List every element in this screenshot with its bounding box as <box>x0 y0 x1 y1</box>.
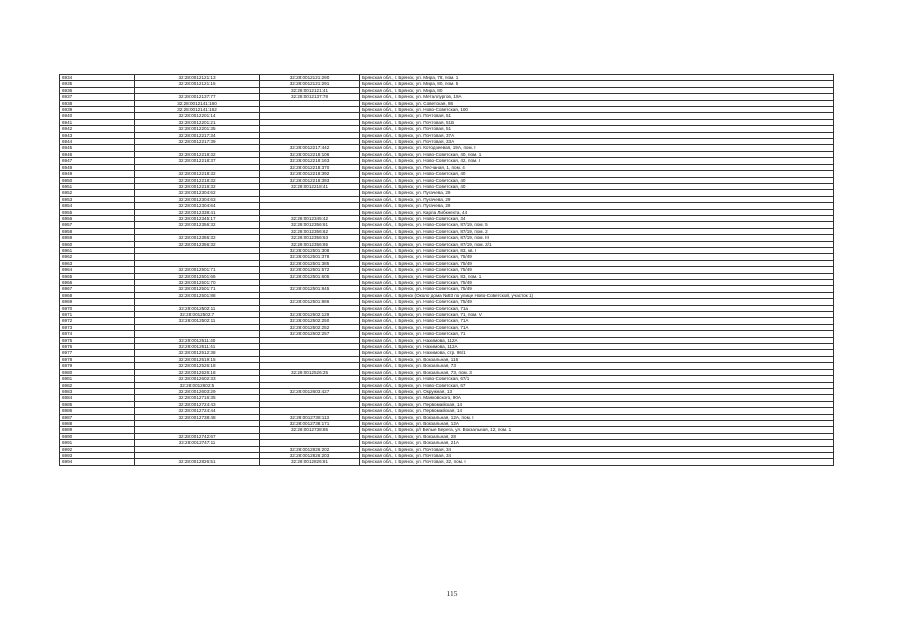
object-cadastral-number-cell: 32:28:0012501:845 <box>260 286 360 292</box>
object-cadastral-number-cell: 32:28:0012502:257 <box>260 331 360 337</box>
object-cadastral-number-cell: 32:28:0012501:572 <box>260 267 360 273</box>
row-number-cell: 6961 <box>60 247 135 253</box>
row-number-cell: 6953 <box>60 196 135 202</box>
address-cell: Брянская обл., г. Брянск, ул. Карла Либкнехта, 44 <box>360 209 834 215</box>
address-cell: Брянская обл., г. Брянск, ул. Ново-Советская, 71, пом. V <box>360 312 834 318</box>
address-cell: Брянская обл., г. Брянск, ул. Ново-Советская, 71а <box>360 305 834 311</box>
row-number-cell: 6943 <box>60 132 135 138</box>
address-cell: Брянская обл., г. Брянск, ул. Почтовая, 32, пом. I <box>360 459 834 465</box>
address-cell: Брянская обл., г. Брянск, ул. Пугачева, 29 <box>360 190 834 196</box>
land-cadastral-number-cell: 32:28:0012345:17 <box>135 215 260 221</box>
row-number-cell: 6962 <box>60 254 135 260</box>
land-cadastral-number-cell: 32:28:0012519:15 <box>135 356 260 362</box>
address-cell: Брянская обл., г. Брянск, ул. Вокзальная, 12А, пом. I <box>360 414 834 420</box>
object-cadastral-number-cell: 32:28:0012502:250 <box>260 318 360 324</box>
row-number-cell: 6989 <box>60 427 135 433</box>
object-cadastral-number-cell: 32:28:0012526:25 <box>260 369 360 375</box>
row-number-cell: 6947 <box>60 158 135 164</box>
address-cell: Брянская обл., г. Брянск, ул. Вокзальная, 28 <box>360 433 834 439</box>
land-cadastral-number-cell: 32:28:0012511:41 <box>135 344 260 350</box>
row-number-cell: 6934 <box>60 75 135 81</box>
object-cadastral-number-cell: 32:28:0012826:202 <box>260 446 360 452</box>
land-cadastral-number-cell: 32:28:0012502:7 <box>135 312 260 318</box>
row-number-cell: 6988 <box>60 420 135 426</box>
land-cadastral-number-cell: 32:28:0012356:32 <box>135 222 260 228</box>
row-number-cell: 6950 <box>60 177 135 183</box>
land-cadastral-number-cell: 32:28:0012304:62 <box>135 190 260 196</box>
land-cadastral-number-cell: 32:28:0012502:11 <box>135 305 260 311</box>
land-cadastral-number-cell: 32:28:0012218:32 <box>135 183 260 189</box>
row-number-cell: 6965 <box>60 273 135 279</box>
land-cadastral-number-cell: 32:28:0012338:41 <box>135 209 260 215</box>
address-cell: Брянская обл., г. Брянск, ул. Ново-Советская, 40 <box>360 177 834 183</box>
land-cadastral-number-cell: 32:28:0012201:21 <box>135 119 260 125</box>
address-cell: Брянская обл., г. Брянск, ул. Почтовая, 33А <box>360 139 834 145</box>
address-cell: Брянская обл., г. Брянск, ул. Пугачева, 29 <box>360 196 834 202</box>
address-cell: Брянская обл., г. Брянск, ул. Ново-Советская, 87/19, пом. 5 <box>360 222 834 228</box>
row-number-cell: 6972 <box>60 318 135 324</box>
address-cell: Брянская обл., г. Брянск, ул. Вокзальная, 73 <box>360 363 834 369</box>
land-cadastral-number-cell: 32:28:0012304:64 <box>135 203 260 209</box>
land-cadastral-number-cell: 32:28:0012526:18 <box>135 363 260 369</box>
object-cadastral-number-cell: 32:28:0012356:62 <box>260 228 360 234</box>
object-cadastral-number-cell: 32:28:0012356:63 <box>260 235 360 241</box>
object-cadastral-number-cell: 32:28:0012826:203 <box>260 452 360 458</box>
address-cell: Брянская обл., г. Брянск, ул. Ново-Советская, 67/1 <box>360 376 834 382</box>
address-cell: Брянская обл., г. Брянск, ул. Ново-Советская, 87/19, пом. 2/1 <box>360 241 834 247</box>
land-cadastral-number-cell: 32:28:0012201:14 <box>135 113 260 119</box>
address-cell: Брянская обл., г. Брянск, ул. Ново-Советская, 34 <box>360 215 834 221</box>
land-cadastral-number-cell: 32:28:0012501:71 <box>135 286 260 292</box>
land-cadastral-number-cell: 32:28:0012137:77 <box>135 94 260 100</box>
land-cadastral-number-cell: 32:28:0012724:44 <box>135 408 260 414</box>
address-cell: Брянская обл., г. Брянск, ул. Металлургов, 19А <box>360 94 834 100</box>
row-number-cell: 6991 <box>60 440 135 446</box>
object-cadastral-number-cell: 32:28:0012356:61 <box>260 222 360 228</box>
land-cadastral-number-cell: 32:28:0012501:66 <box>135 273 260 279</box>
row-number-cell: 6992 <box>60 446 135 452</box>
object-cadastral-number-cell: 32:28:0012501:385 <box>260 260 360 266</box>
address-cell: Брянская обл., г. Брянск, ул. Почтовая, 51Б <box>360 119 834 125</box>
address-cell: Брянская обл., г. Брянск, ул. Котодзеевая, 19А, пом. I <box>360 145 834 151</box>
row-number-cell: 6958 <box>60 228 135 234</box>
row-number-cell: 6973 <box>60 324 135 330</box>
object-cadastral-number-cell: 32:28:0012501:308 <box>260 247 360 253</box>
row-number-cell: 6981 <box>60 376 135 382</box>
row-number-cell: 6948 <box>60 164 135 170</box>
row-number-cell: 6978 <box>60 356 135 362</box>
land-cadastral-number-cell: 32:28:0012716:35 <box>135 395 260 401</box>
object-cadastral-number-cell: 32:28:0012218:393 <box>260 177 360 183</box>
row-number-cell: 6971 <box>60 312 135 318</box>
address-cell: Брянская обл., г. Брянск, ул. Мира, 80 <box>360 87 834 93</box>
row-number-cell: 6935 <box>60 81 135 87</box>
land-cadastral-number-cell: 32:28:0012724:43 <box>135 401 260 407</box>
address-cell: Брянская обл., г. Брянск, ул. Вокзальная, 21А <box>360 440 834 446</box>
object-cadastral-number-cell: 32:28:0012121:291 <box>260 81 360 87</box>
address-cell: Брянская обл., г. Брянск, р/г Белые Берега, ул. Вокзальная, 12, пом. 1 <box>360 427 834 433</box>
row-number-cell: 6940 <box>60 113 135 119</box>
land-cadastral-number-cell: 32:28:0012141:162 <box>135 107 260 113</box>
row-number-cell: 6975 <box>60 337 135 343</box>
land-cadastral-number-cell: 32:28:0012141:160 <box>135 100 260 106</box>
address-cell: Брянская обл., г. Брянск, ул. Нахимова, 112А <box>360 337 834 343</box>
object-cadastral-number-cell: 32:28:0012738:85 <box>260 427 360 433</box>
object-cadastral-number-cell: 32:28:0012826:81 <box>260 459 360 465</box>
land-cadastral-number-cell: 32:28:0012512:38 <box>135 350 260 356</box>
address-cell: Брянская обл., г. Брянск, ул. Ново-Советская, 40 <box>360 171 834 177</box>
address-cell: Брянская обл., г. Брянск, ул. Почтовая, 51 <box>360 126 834 132</box>
address-cell: Брянская обл., г. Брянск, ул. Ново-Советская, 40 <box>360 183 834 189</box>
row-number-cell: 6967 <box>60 286 135 292</box>
object-cadastral-number-cell: 32:28:0012738:171 <box>260 420 360 426</box>
row-number-cell: 6955 <box>60 209 135 215</box>
address-cell: Брянская обл., г. Брянск, ул. Пугачева, 29 <box>360 203 834 209</box>
table-row <box>60 459 834 465</box>
object-cadastral-number-cell: 32:28:0012738:113 <box>260 414 360 420</box>
address-cell: Брянская обл., г. Брянск, ул. Вокзальная, 73, пом. 3 <box>360 369 834 375</box>
land-cadastral-number-cell: 32:28:0012201:35 <box>135 126 260 132</box>
row-number-cell: 6938 <box>60 100 135 106</box>
address-cell: Брянская обл., г. Брянск, ул. Песчаная, 1, пом. 4 <box>360 164 834 170</box>
table-body <box>60 75 834 466</box>
land-cadastral-number-cell: 32:28:0012742:67 <box>135 433 260 439</box>
object-cadastral-number-cell: 32:28:0012218:392 <box>260 171 360 177</box>
address-cell: Брянская обл., г. Брянск, ул. Ново-Советская, 42, пом. I <box>360 158 834 164</box>
object-cadastral-number-cell: 32:28:0012502:252 <box>260 324 360 330</box>
address-cell: Брянская обл., г. Брянск, ул. Вокзальная, 12А <box>360 420 834 426</box>
row-number-cell: 6986 <box>60 408 135 414</box>
row-number-cell: 6964 <box>60 267 135 273</box>
object-cadastral-number-cell: 32:28:0012218:106 <box>260 151 360 157</box>
row-number-cell: 6982 <box>60 382 135 388</box>
row-number-cell: 6957 <box>60 222 135 228</box>
address-cell: Брянская обл., г. Брянск, ул. Ново-Советская, 67 <box>360 382 834 388</box>
object-cadastral-number-cell: 32:28:0012218:41 <box>260 183 360 189</box>
row-number-cell: 6993 <box>60 452 135 458</box>
object-cadastral-number-cell: 32:28:0012502:129 <box>260 312 360 318</box>
object-cadastral-number-cell: 32:28:0012121:41 <box>260 87 360 93</box>
row-number-cell: 6937 <box>60 94 135 100</box>
address-cell: Брянская обл., г. Брянск, ул. Ново-Советская, 87/19, пом. 2 <box>360 228 834 234</box>
row-number-cell: 6944 <box>60 139 135 145</box>
row-number-cell: 6945 <box>60 145 135 151</box>
land-cadastral-number-cell: 32:28:0012526:18 <box>135 369 260 375</box>
land-cadastral-number-cell: 32:28:0012218:37 <box>135 158 260 164</box>
address-cell: Брянская обл., г. Брянск, ул. Ново-Советская, 71А <box>360 318 834 324</box>
land-cadastral-number-cell: 32:28:0012511:40 <box>135 337 260 343</box>
address-cell: Брянская обл., г. Брянск, ул. Почтовая, 34 <box>360 446 834 452</box>
row-number-cell: 6949 <box>60 171 135 177</box>
object-cadastral-number-cell: 32:28:0012218:163 <box>260 158 360 164</box>
land-cadastral-number-cell: 32:28:0012603:29 <box>135 388 260 394</box>
address-cell: Брянская обл., г. Брянск, ул. Ново-Советская, 71 <box>360 331 834 337</box>
land-cadastral-number-cell: 32:28:0012304:63 <box>135 196 260 202</box>
address-cell: Брянская обл., г. Брянск (Около дома №83 по улице Ново-Советской, участок 1) <box>360 292 834 298</box>
row-number-cell: 6966 <box>60 280 135 286</box>
land-cadastral-number-cell: 32:28:0012217:39 <box>135 139 260 145</box>
address-cell: Брянская обл., г. Брянск, ул. Советская, 86 <box>360 100 834 106</box>
row-number-cell: 6960 <box>60 241 135 247</box>
address-cell: Брянская обл., г. Брянск, ул. Ново-Советская, 75/49 <box>360 299 834 305</box>
land-cadastral-number-cell: 32:28:0012218:32 <box>135 151 260 157</box>
address-cell: Брянская обл., г. Брянск, ул. Почтовая, 34 <box>360 452 834 458</box>
address-cell: Брянская обл., г. Брянск, ул. Первомайская, 14 <box>360 401 834 407</box>
address-cell: Брянская обл., г. Брянск, ул. Ново-Советская, 40, пом. 1 <box>360 151 834 157</box>
address-cell: Брянская обл., г. Брянск, ул. Вокзальная, 116 <box>360 356 834 362</box>
land-cadastral-number-cell: 32:28:0012218:32 <box>135 177 260 183</box>
row-number-cell: 6963 <box>60 260 135 266</box>
address-cell: Брянская обл., г. Брянск, ул. Почтовая, 51 <box>360 113 834 119</box>
address-cell: Брянская обл., г. Брянск, ул. Ново-Советская, 75/49 <box>360 254 834 260</box>
address-cell: Брянская обл., г. Брянск, ул. Нахимова, стр. 96/1 <box>360 350 834 356</box>
address-cell: Брянская обл., г. Брянск, ул. Ново-Советская, 83, кв. I <box>360 247 834 253</box>
object-cadastral-number-cell: 32:28:0012217:442 <box>260 145 360 151</box>
address-cell: Брянская обл., г. Брянск, ул. Ново-Советская, 87/19, пом. III <box>360 235 834 241</box>
land-cadastral-number-cell: 32:28:0012501:70 <box>135 280 260 286</box>
land-cadastral-number-cell: 32:28:0012218:32 <box>135 171 260 177</box>
row-number-cell: 6983 <box>60 388 135 394</box>
address-cell: Брянская обл., г. Брянск, ул. Ново-Советская, 100 <box>360 107 834 113</box>
row-number-cell: 6956 <box>60 215 135 221</box>
row-number-cell: 6952 <box>60 190 135 196</box>
land-cadastral-number-cell: 32:28:0012501:88 <box>135 292 260 298</box>
object-cadastral-number-cell: 32:28:0012501:378 <box>260 254 360 260</box>
address-cell: Брянская обл., г. Брянск, ул. Ново-Советская, 75/49 <box>360 286 834 292</box>
land-cadastral-number-cell: 32:28:0012356:32 <box>135 235 260 241</box>
object-cadastral-number-cell: 32:28:0012356:65 <box>260 241 360 247</box>
land-cadastral-number-cell: 32:28:0012356:32 <box>135 241 260 247</box>
land-cadastral-number-cell: 32:28:0012826:51 <box>135 459 260 465</box>
row-number-cell: 6970 <box>60 305 135 311</box>
address-cell: Брянская обл., г. Брянск, ул. Маяковского, 90А <box>360 395 834 401</box>
row-number-cell: 6987 <box>60 414 135 420</box>
object-cadastral-number-cell: 32:28:0012603:427 <box>260 388 360 394</box>
land-cadastral-number-cell: 32:28:0012602:5 <box>135 382 260 388</box>
row-number-cell: 6968 <box>60 292 135 298</box>
row-number-cell: 6979 <box>60 363 135 369</box>
object-cadastral-number-cell: 32:28:0012218:370 <box>260 164 360 170</box>
land-cadastral-number-cell: 32:28:0012121:13 <box>135 75 260 81</box>
row-number-cell: 6990 <box>60 433 135 439</box>
row-number-cell: 6942 <box>60 126 135 132</box>
address-cell: Брянская обл., г. Брянск, ул. Мира, 80, пом. 5 <box>360 81 834 87</box>
row-number-cell: 6941 <box>60 119 135 125</box>
address-cell: Брянская обл., г. Брянск, ул. Ново-Советская, 75/49 <box>360 280 834 286</box>
land-cadastral-number-cell: 32:28:0012602:33 <box>135 376 260 382</box>
row-number-cell: 6969 <box>60 299 135 305</box>
row-number-cell: 6980 <box>60 369 135 375</box>
row-number-cell: 6936 <box>60 87 135 93</box>
row-number-cell: 6951 <box>60 183 135 189</box>
address-cell: Брянская обл., г. Брянск, ул. Ново-Советская, 75/49 <box>360 260 834 266</box>
object-cadastral-number-cell: 32:28:0012501:886 <box>260 299 360 305</box>
address-cell: Брянская обл., г. Брянск, ул. Почтовая, 37А <box>360 132 834 138</box>
address-cell: Брянская обл., г. Брянск, ул. Ново-Советская, 75/49 <box>360 267 834 273</box>
address-cell: Брянская обл., г. Брянск, ул. Ново-Советская, 83, пом. 1 <box>360 273 834 279</box>
land-cadastral-number-cell: 32:28:0012501:71 <box>135 267 260 273</box>
object-cadastral-number-cell: 32:28:0012345:42 <box>260 215 360 221</box>
address-cell: Брянская обл., г. Брянск, ул. Ново-Советская, 71А <box>360 324 834 330</box>
address-cell: Брянская обл., г. Брянск, ул. Первомайская, 14 <box>360 408 834 414</box>
row-number-cell: 6984 <box>60 395 135 401</box>
land-cadastral-number-cell: 32:28:0012747:11 <box>135 440 260 446</box>
page-number: 115 <box>446 589 458 598</box>
row-number-cell: 6977 <box>60 350 135 356</box>
land-cadastral-number-cell: 32:28:0012502:11 <box>135 318 260 324</box>
land-cadastral-number-cell: 32:28:0012738:48 <box>135 414 260 420</box>
row-number-cell: 6939 <box>60 107 135 113</box>
land-cadastral-number-cell: 32:28:0012121:15 <box>135 81 260 87</box>
address-cell: Брянская обл., г. Брянск, ул. Мира, 78, пом. 1 <box>360 75 834 81</box>
property-register-table <box>59 74 834 466</box>
object-cadastral-number-cell: 32:28:0012501:605 <box>260 273 360 279</box>
row-number-cell: 6976 <box>60 344 135 350</box>
row-number-cell: 6974 <box>60 331 135 337</box>
row-number-cell: 6954 <box>60 203 135 209</box>
object-cadastral-number-cell: 32:28:0012137:78 <box>260 94 360 100</box>
land-cadastral-number-cell: 32:28:0012217:34 <box>135 132 260 138</box>
row-number-cell: 6985 <box>60 401 135 407</box>
address-cell: Брянская обл., г. Брянск, ул. Нахимова, 112А <box>360 344 834 350</box>
address-cell: Брянская обл., г. Брянск, ул. Окружная, 13 <box>360 388 834 394</box>
object-cadastral-number-cell: 32:28:0012121:290 <box>260 75 360 81</box>
row-number-cell: 6946 <box>60 151 135 157</box>
row-number-cell: 6994 <box>60 459 135 465</box>
row-number-cell: 6959 <box>60 235 135 241</box>
